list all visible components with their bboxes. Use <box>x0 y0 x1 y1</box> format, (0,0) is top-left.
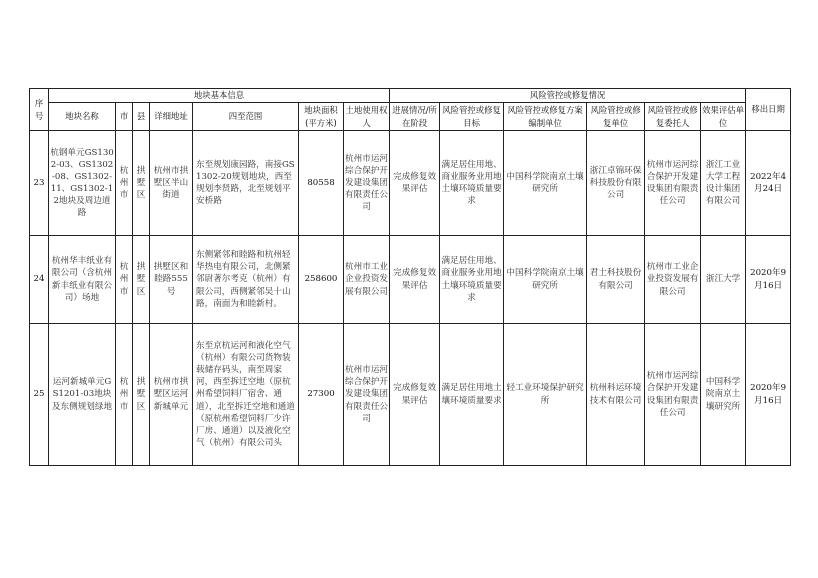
cell-progress: 完成修复效果评估 <box>390 324 440 466</box>
table-row <box>30 324 791 466</box>
cell-city: 杭州市 <box>116 131 133 236</box>
cell-site-name: 运河新城单元GS1201-03地块及东侧规划绿地 <box>49 324 116 466</box>
header-row-columns <box>30 103 791 131</box>
col-header-progress: 进展情况/所在阶段 <box>390 103 440 131</box>
cell-plan-unit: 中国科学院南京土壤研究所 <box>504 131 587 236</box>
col-header-address: 详细地址 <box>150 103 193 131</box>
cell-remediation-unit: 杭州科运环境技术有限公司 <box>587 324 645 466</box>
cell-county: 拱墅区 <box>133 131 150 236</box>
cell-address: 拱墅区和睦路555号 <box>150 236 193 324</box>
cell-plan-unit: 轻工业环境保护研究所 <box>504 324 587 466</box>
cell-target: 满足居住用地、商业服务业用地土壤环境质量要求 <box>440 131 504 236</box>
table-row <box>30 131 791 236</box>
cell-remediation-unit: 浙江卓锦环保科技股份有限公司 <box>587 131 645 236</box>
col-header-area: 地块面积(平方米) <box>299 103 344 131</box>
cell-removal-date: 2022年4月24日 <box>746 131 791 236</box>
cell-city: 杭州市 <box>116 324 133 466</box>
cell-eval-unit: 浙江大学 <box>701 236 746 324</box>
cell-address: 杭州市拱墅区运河新城单元 <box>150 324 193 466</box>
cell-client: 杭州市运河综合保护开发建设集团有限责任公司 <box>645 324 701 466</box>
col-header-remediation-unit: 风险管控或修复单位 <box>587 103 645 131</box>
cell-removal-date: 2020年9月16日 <box>746 324 791 466</box>
col-header-plan-unit: 风险管控或修复方案编制单位 <box>504 103 587 131</box>
header-seq: 序号 <box>30 89 49 131</box>
header-risk-control: 风险管控或修复情况 <box>390 89 746 103</box>
contaminated-site-table <box>29 88 791 466</box>
col-header-eval-unit: 效果评估单位 <box>701 103 746 131</box>
cell-progress: 完成修复效果评估 <box>390 131 440 236</box>
cell-area: 258600 <box>299 236 344 324</box>
col-header-boundary: 四至范围 <box>193 103 299 131</box>
col-header-county: 县 <box>133 103 150 131</box>
cell-remediation-unit: 君土科技股份有限公司 <box>587 236 645 324</box>
cell-eval-unit: 浙江工业大学工程设计集团有限公司 <box>701 131 746 236</box>
cell-boundary: 东至规划康园路，南接GS1302-20规划地块，西至规划李贤路，北至规划平安桥路 <box>193 131 299 236</box>
col-header-owner: 土地使用权人 <box>344 103 390 131</box>
cell-client: 杭州市运河综合保护开发建设集团有限责任公司 <box>645 131 701 236</box>
col-header-name: 地块名称 <box>49 103 116 131</box>
col-header-city: 市 <box>116 103 133 131</box>
cell-eval-unit: 中国科学院南京土壤研究所 <box>701 324 746 466</box>
cell-area: 27300 <box>299 324 344 466</box>
cell-owner: 杭州市工业企业投资发展有限公司 <box>344 236 390 324</box>
cell-seq: 24 <box>30 236 49 324</box>
cell-boundary: 东侧紧邻和睦路和杭州轻华热电有限公司，北侧紧邻尉著尔考克（杭州）有限公司，西侧紧邻吴十山路，南面为和睦新村。 <box>193 236 299 324</box>
header-basic-info: 地块基本信息 <box>49 89 390 103</box>
header-row-group <box>30 89 791 103</box>
cell-county: 拱墅区 <box>133 324 150 466</box>
cell-target: 满足居住用地、商业服务业用地土壤环境质量要求 <box>440 236 504 324</box>
cell-seq: 23 <box>30 131 49 236</box>
cell-boundary: 东至京杭运河和液化空气（杭州）有限公司货物装载储存码头，南至周家河，西至拆迁空地（原杭州希望饲料厂宿舍、通道），北至拆迁空地和通道（原杭州希望饲料厂少许厂房、通道）以及液化空气（杭州）有限公司头 <box>193 324 299 466</box>
cell-area: 80558 <box>299 131 344 236</box>
cell-county: 拱墅区 <box>133 236 150 324</box>
header-removal-date: 移出日期 <box>746 89 791 131</box>
cell-address: 杭州市拱墅区半山街道 <box>150 131 193 236</box>
cell-plan-unit: 中国科学院南京土壤研究所 <box>504 236 587 324</box>
col-header-target: 风险管控或修复目标 <box>440 103 504 131</box>
cell-site-name: 杭钢单元GS1302-03、GS1302-08、GS1302-11、GS1302-12地块及周边道路 <box>49 131 116 236</box>
cell-city: 杭州市 <box>116 236 133 324</box>
cell-site-name: 杭州华丰纸业有限公司（含杭州新丰纸业有限公司）场地 <box>49 236 116 324</box>
col-header-client: 风险管控或修复委托人 <box>645 103 701 131</box>
table-row <box>30 236 791 324</box>
cell-target: 满足居住用地土壤环境质量要求 <box>440 324 504 466</box>
cell-owner: 杭州市运河综合保护开发建设集团有限责任公司 <box>344 131 390 236</box>
cell-removal-date: 2020年9月16日 <box>746 236 791 324</box>
cell-owner: 杭州市运河综合保护开发建设集团有限责任公司 <box>344 324 390 466</box>
cell-seq: 25 <box>30 324 49 466</box>
cell-progress: 完成修复效果评估 <box>390 236 440 324</box>
cell-client: 杭州市工业企业投资发展有限公司 <box>645 236 701 324</box>
